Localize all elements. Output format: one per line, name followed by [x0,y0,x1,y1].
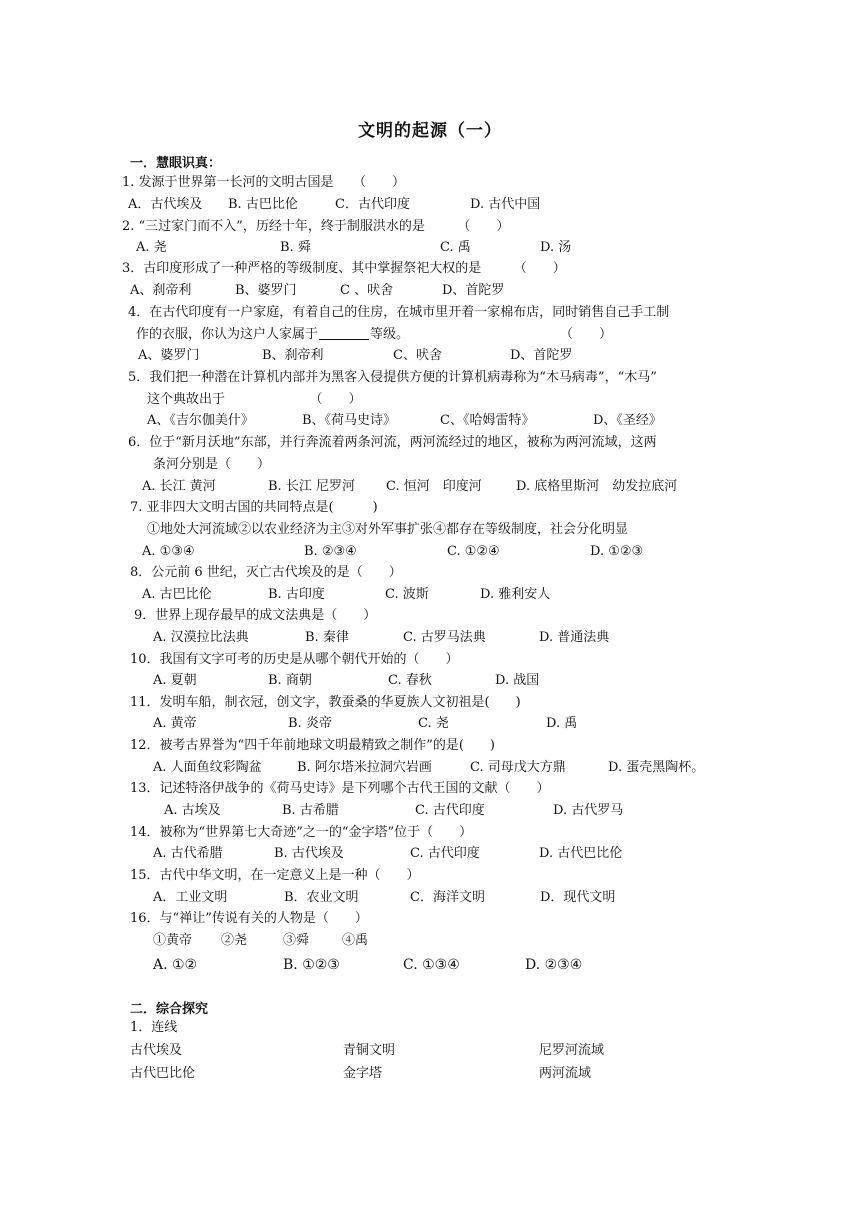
question-1-stem: 1. 发源于世界第一长河的文明古国是 （ ） [122,175,406,190]
question-7-statements: ①地处大河流域②以农业经济为主③对外军事扩张④都存在等级制度，社会分化明显 [147,522,629,537]
question-7-option-a: A. ①③④ [142,544,195,559]
question-5-option-c: C、《哈姆雷特》 [440,413,535,428]
question-14-option-b: B. 古代埃及 [274,846,344,861]
question-4-option-c: C、吠舍 [393,348,442,363]
question-4-option-a: A、婆罗门 [138,348,200,363]
question-4-stem-line1: 4．在古代印度有一户家庭，有着自己的住房，在城市里开着一家棉布店，同时销售自己手工制 [128,305,670,320]
question-11-option-d: D. 禹 [546,716,578,731]
question-4-answer-paren: （ ） [560,327,613,342]
question-5-option-b: B、《荷马史诗》 [302,413,397,428]
question-4-stem-line2 [136,325,409,345]
matching-middle-2: 金字塔 [343,1066,383,1081]
matching-right-2: 两河流域 [539,1066,592,1081]
question-2-stem: 2. “三过家门而不入”，历经十年，终于制服洪水的是 （ ） [122,219,510,234]
question-14-option-a: A. 古代希腊 [153,846,223,861]
question-9-option-b: B. 秦律 [305,630,349,645]
question-11-option-c: C. 尧 [418,716,449,731]
question-16-option-d: D. ②③④ [525,957,583,973]
question-6-option-b: B. 长江 尼罗河 [268,479,355,494]
question-16-option-a: A. ①② [153,957,198,973]
question-5-stem-line1: 5．我们把一种潜在计算机内部并为黑客入侵提供方便的计算机病毒称为“木马病毒”，“木马” [128,370,657,385]
question-10-option-a: A. 夏朝 [153,673,197,688]
question-7-stem: 7. 亚非四大文明古国的共同特点是( ) [130,500,378,515]
question-13-option-b: B. 古希腊 [282,803,339,818]
matching-middle-1: 青铜文明 [343,1043,396,1058]
matching-left-1: 古代埃及 [130,1043,183,1058]
question-10-option-c: C. 春秋 [388,673,432,688]
question-5-option-d: D、《圣经》 [593,413,662,428]
question-15-option-b: B．农业文明 [284,890,359,905]
question-16-option-b: B. ①②③ [283,957,340,973]
question-6-option-c: C. 恒河 印度河 [386,479,482,494]
question-16-statement-3: ③舜 [283,933,310,948]
question-10-option-d: D. 战国 [495,673,540,688]
section-2-heading: 二．综合探究 [130,1002,209,1017]
question-15-option-d: D．现代文明 [540,890,616,905]
question-16-stem: 16．与“禅让”传说有关的人物是（ ） [130,911,368,926]
question-15-stem: 15．古代中华文明，在一定意义上是一种（ ） [130,868,420,883]
question-12-option-b: B. 阿尔塔米拉洞穴岩画 [297,760,432,775]
question-3-option-d: D、首陀罗 [442,283,505,298]
question-13-option-d: D. 古代罗马 [553,803,624,818]
question-16-option-c: C. ①③④ [403,957,460,973]
question-11-stem: 11．发明车船，制衣冠，创文字，教蚕桑的华夏族人文初祖是( ) [130,695,521,710]
question-8-stem: 8．公元前 6 世纪，灭亡古代埃及的是（ ） [130,565,402,580]
question-9-option-c: C. 古罗马法典 [403,630,486,645]
question-9-option-a: A. 汉漠拉比法典 [153,630,249,645]
question-2-option-a: A. 尧 [136,240,167,255]
question-12-stem: 12．被考古界誉为“四千年前地球文明最精致之制作”的是( ) [130,738,495,753]
question-1-option-d: D. 古代中国 [470,197,541,212]
question-15-option-a: A．工业文明 [153,890,228,905]
question-4-option-b: B、刹帝利 [262,348,324,363]
question-3-stem: 3．古印度形成了一种严格的等级制度、其中掌握祭祀大权的是 （ ） [122,261,566,276]
question-8-option-b: B. 古印度 [268,587,325,602]
question-2-option-d: D. 汤 [540,240,572,255]
question-3-option-b: B、婆罗门 [235,283,297,298]
question-7-option-b: B. ②③④ [304,544,357,559]
question-8-option-c: C. 波斯 [385,587,429,602]
question-4-option-d: D、首陀罗 [510,348,573,363]
matching-left-2: 古代巴比伦 [130,1066,196,1081]
question-2-option-c: C. 禹 [440,240,471,255]
question-9-stem: 9．世界上现存最早的成文法典是（ ） [134,608,377,623]
question-1-option-c: C．古代印度 [335,197,410,212]
question-6-option-d: D. 底格里斯河 幼发拉底河 [516,479,678,494]
question-3-option-c: C 、吠舍 [340,283,394,298]
question-13-option-a: A. 古埃及 [164,803,221,818]
question-4-stem-post: 等级。 [370,327,410,342]
question-12-option-c: C. 司母戊大方鼎 [470,760,566,775]
section-1-heading: 一．慧眼识真： [130,156,222,171]
question-12-option-a: A. 人面鱼纹彩陶盆 [153,760,262,775]
question-1-option-a: A．古代埃及 [128,197,203,212]
question-10-option-b: B. 商朝 [268,673,312,688]
question-1-option-b: B. 古巴比伦 [228,197,298,212]
question-6-stem-line2: 条河分别是（ ） [153,457,271,472]
question-12-option-d: D. 蛋壳黑陶杯。 [608,760,705,775]
answer-blank[interactable] [319,326,369,340]
question-5-stem-line2: 这个典故出于 （ ） [147,392,362,407]
page-title: 文明的起源（一） [358,121,502,141]
question-8-option-d: D. 雅利安人 [480,587,551,602]
section-2-subheading: 1．连线 [130,1020,178,1035]
question-2-option-b: B. 舜 [280,240,311,255]
question-16-statement-2: ②尧 [221,933,248,948]
question-11-option-a: A. 黄帝 [153,716,197,731]
question-5-option-a: A、《吉尔伽美什》 [147,413,254,428]
question-9-option-d: D. 普通法典 [539,630,610,645]
question-4-stem-pre: 作的衣服，你认为这户人家属于 [136,327,319,342]
question-6-stem-line1: 6．位于“新月沃地”东部，并行奔流着两条河流，两河流经过的地区，被称为两河流域，这两 [128,435,657,450]
question-6-option-a: A. 长江 黄河 [142,479,216,494]
question-14-stem: 14．被称为“世界第七大奇迹”之一的“金字塔”位于（ ） [130,825,473,840]
question-8-option-a: A. 古巴比伦 [142,587,212,602]
question-10-stem: 10．我国有文字可考的历史是从哪个朝代开始的（ ） [130,652,459,667]
matching-right-1: 尼罗河流域 [539,1043,605,1058]
question-3-option-a: A、刹帝利 [130,283,192,298]
question-16-statement-4: ④禹 [342,933,369,948]
question-14-option-c: C. 古代印度 [410,846,480,861]
question-11-option-b: B. 炎帝 [288,716,332,731]
question-16-statement-1: ①黄帝 [153,933,193,948]
question-13-option-c: C. 古代印度 [415,803,485,818]
question-7-option-d: D. ①②③ [590,544,644,559]
question-7-option-c: C. ①②④ [447,544,500,559]
question-13-stem: 13．记述特洛伊战争的《荷马史诗》是下列哪个古代王国的文献（ ） [130,781,550,796]
question-14-option-d: D. 古代巴比伦 [539,846,623,861]
question-15-option-c: C．海洋文明 [410,890,485,905]
